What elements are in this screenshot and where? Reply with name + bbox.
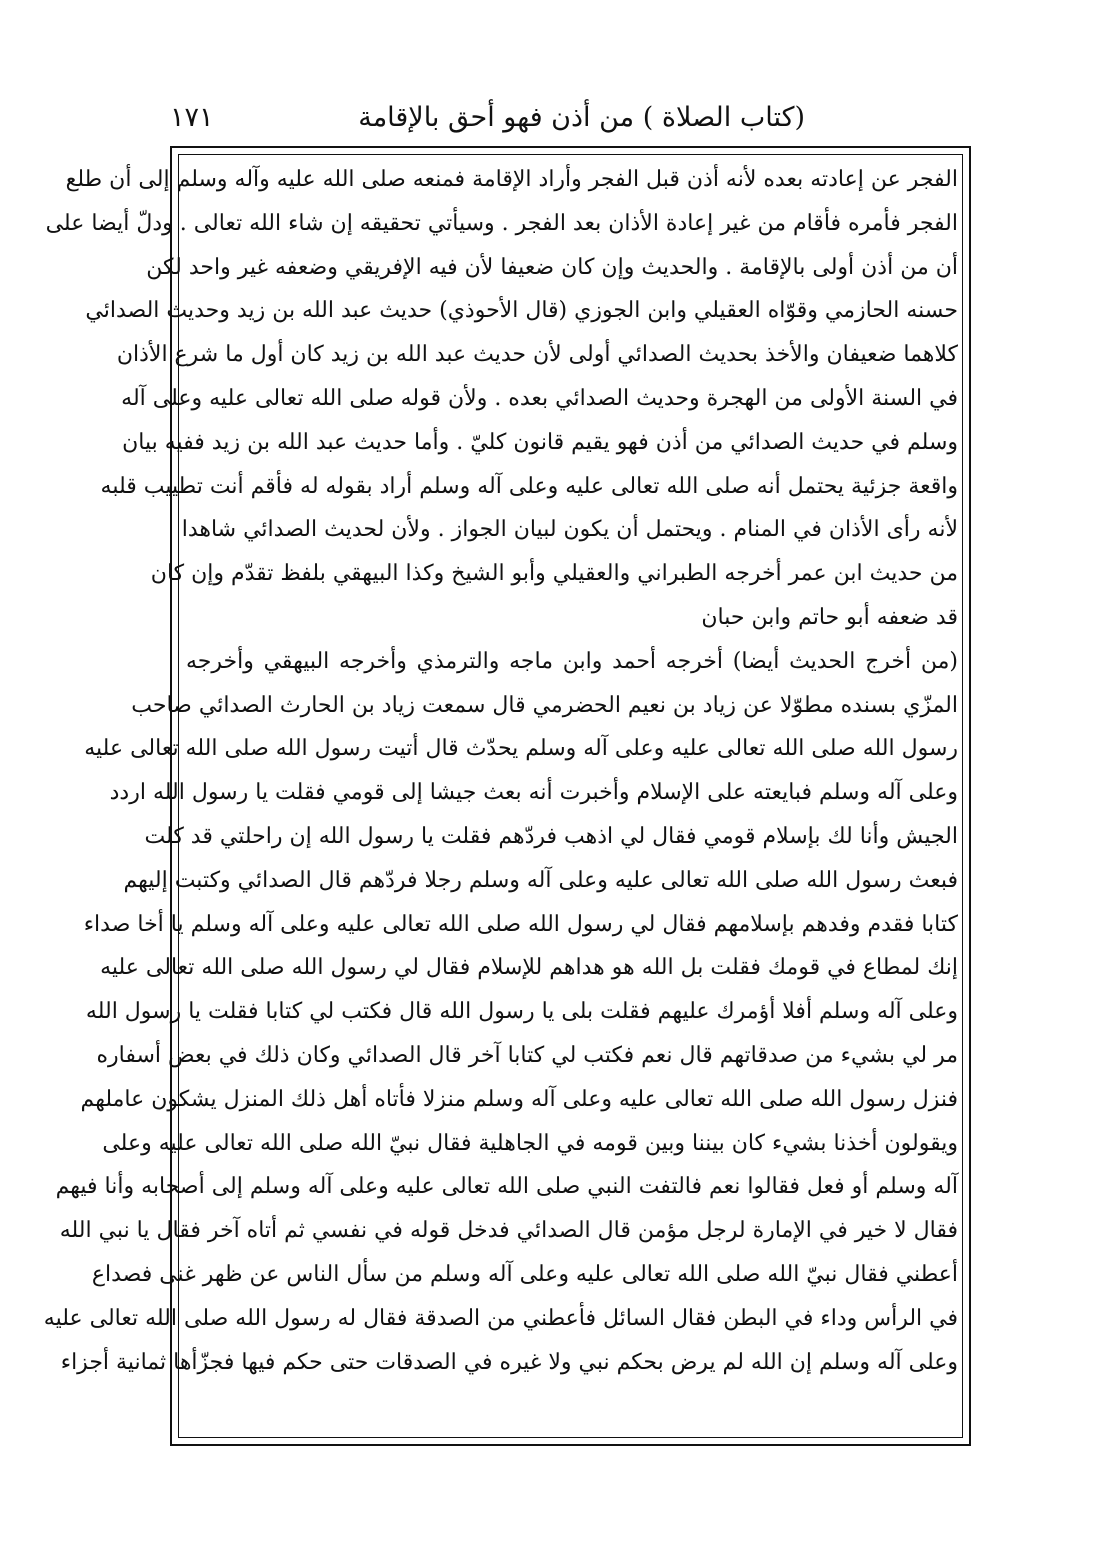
text-line: كتابا فقدم وفدهم بإسلامهم فقال لي رسول الله صلى الله تعالى عليه وعلى آله وسلم يا أخا صداء [83, 911, 958, 937]
text-line: (من أخرج الحديث أيضا) أخرجه أحمد وابن ماجه والترمذي وأخرجه البيهقي وأخرجه [186, 648, 958, 674]
chapter-title: (كتاب الصلاة ) من أذن فهو أحق بالإقامة [358, 102, 805, 133]
text-line: حسنه الحازمي وقوّاه العقيلي وابن الجوزي (قال الأحوذي) حديث عبد الله بن زيد وحديث الصدائي [85, 298, 958, 324]
text-line: وسلم في حديث الصدائي من أذن فهو يقيم قانون كليّ . وأما حديث عبد الله بن زيد ففيه بيان [122, 429, 958, 455]
text-line: فنزل رسول الله صلى الله تعالى عليه وعلى آله وسلم منزلا فأتاه أهل ذلك المنزل يشكون عاملهم [80, 1086, 958, 1112]
text-line: رسول الله صلى الله تعالى عليه وعلى آله وسلم يحدّث قال أتيت رسول الله صلى الله تعالى عليه [84, 736, 958, 762]
text-line: الفجر فأمره فأقام من غير إعادة الأذان بعد الفجر . وسيأتي تحقيقه إن شاء الله تعالى . ودلّ أيضا على [45, 210, 958, 236]
text-line: في الرأس وداء في البطن فقال السائل فأعطني من الصدقة فقال له رسول الله صلى الله تعالى عليه [43, 1305, 958, 1331]
text-line: وعلى آله وسلم إن الله لم يرض بحكم نبي ولا غيره في الصدقات حتى حكم فيها فجزّأها ثمانية أجزاء [60, 1349, 958, 1375]
text-line: وعلى آله وسلم فبايعته على الإسلام وأخبرت أنه بعث جيشا إلى قومي فقلت يا رسول الله اردد [109, 780, 958, 806]
text-line: الفجر عن إعادته بعده لأنه أذن قبل الفجر وأراد الإقامة فمنعه صلى الله عليه وآله وسلم إلى أن طلع [65, 167, 958, 192]
text-line: ويقولون أخذنا بشيء كان بيننا وبين قومه في الجاهلية فقال نبيّ الله صلى الله تعالى عليه وعلى [102, 1130, 958, 1156]
text-line: قد ضعفه أبو حاتم وابن حبان [701, 604, 958, 630]
body-text [43, 158, 958, 1384]
text-line: فبعث رسول الله صلى الله تعالى عليه وعلى آله وسلم رجلا فردّهم قال الصدائي وكتبت إليهم [123, 867, 958, 893]
page-header [170, 98, 970, 142]
text-line: مر لي بشيء من صدقاتهم قال نعم فكتب لي كتابا آخر قال الصدائي وكان ذلك في بعض أسفاره [96, 1042, 958, 1068]
page-number: ١٧١ [170, 102, 214, 133]
text-line: كلاهما ضعيفان والأخذ بحديث الصدائي أولى لأن حديث عبد الله بن زيد كان أول ما شرع الأذان [116, 342, 958, 368]
text-line: المزّي بسنده مطوّلا عن زياد بن نعيم الحضرمي قال سمعت زياد بن الحارث الصدائي صاحب [131, 692, 958, 718]
text-line: أعطني فقال نبيّ الله صلى الله تعالى عليه وعلى آله وسلم من سأل الناس عن ظهر غنى فصداع [91, 1261, 958, 1287]
text-line: أن من أذن أولى بالإقامة . والحديث وإن كان ضعيفا لأن فيه الإفريقي وضعفه غير واحد لكن [146, 254, 958, 280]
text-line: آله وسلم أو فعل فقالوا نعم فالتفت النبي صلى الله تعالى عليه وعلى آله وسلم إلى أصحابه وأنا فيهم [55, 1174, 958, 1200]
text-line: واقعة جزئية يحتمل أنه صلى الله تعالى عليه وعلى آله وسلم أراد بقوله له فأقم أنت تطييب قلبه [100, 473, 958, 499]
text-line: إنك لمطاع في قومك فقلت بل الله هو هداهم للإسلام فقال لي رسول الله صلى الله تعالى عليه [100, 955, 958, 981]
text-line: من حديث ابن عمر أخرجه الطبراني والعقيلي وأبو الشيخ وكذا البيهقي بلفظ تقدّم وإن كان [150, 561, 958, 587]
text-line: الجيش وأنا لك بإسلام قومي فقال لي اذهب فردّهم فقلت يا رسول الله إن راحلتي قد كلت [144, 823, 958, 849]
text-line: وعلى آله وسلم أفلا أؤمرك عليهم فقلت بلى يا رسول الله قال فكتب لي كتابا فقلت يا رسول الله [85, 999, 958, 1025]
text-line: فقال لا خير في الإمارة لرجل مؤمن قال الصدائي فدخل قوله في نفسي ثم أتاه آخر فقال يا نبي الله [59, 1218, 958, 1244]
text-line: لأنه رأى الأذان في المنام . ويحتمل أن يكون لبيان الجواز . ولأن لحديث الصدائي شاهدا [181, 517, 958, 543]
text-line: في السنة الأولى من الهجرة وحديث الصدائي بعده . ولأن قوله صلى الله تعالى عليه وعلى آله [121, 385, 958, 411]
